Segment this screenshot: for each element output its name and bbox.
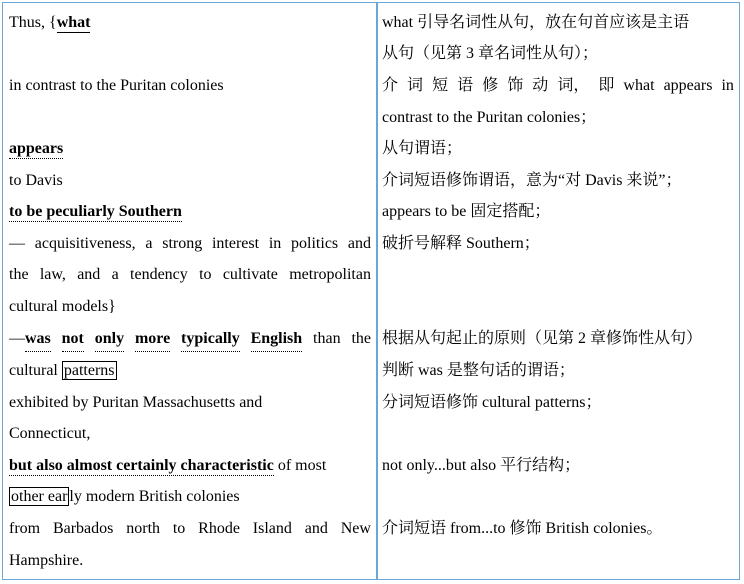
phrase-to-be-peculiarly-southern: to be peculiarly Southern — [9, 203, 182, 220]
right-line-2: 从句（见第 3 章名词性从句）； — [382, 45, 599, 62]
left-line-5 — [9, 201, 182, 223]
left-line-7 — [9, 264, 371, 286]
left-line-1 — [9, 12, 90, 34]
word: cultivate — [222, 266, 278, 283]
left-line-14 — [9, 486, 240, 508]
word: from — [9, 520, 41, 537]
right-line-6: 介词短语修饰谓语，意为“对 Davis 来说”； — [382, 172, 682, 189]
column-divider — [376, 2, 378, 580]
word: and — [347, 235, 371, 252]
left-line-15 — [9, 518, 371, 540]
word: — — [9, 235, 25, 252]
right-line-9: 根据从句起止的原则（见第 2 章修饰性从句） — [382, 330, 703, 347]
right-line-12: not only...but also 平行结构； — [382, 457, 581, 474]
right-line-7: appears to be 固定搭配； — [382, 203, 551, 220]
text-of-most: of most — [277, 457, 327, 474]
char: 介 — [382, 77, 399, 94]
word: English — [251, 328, 303, 352]
right-line-13: 介词短语 from...to 修饰 British colonies。 — [382, 520, 663, 537]
left-line-2: in contrast to the Puritan colonies — [9, 77, 224, 94]
phrase-but-also-characteristic: but also almost certainly characteristic — [9, 457, 274, 474]
left-line-8: cultural models} — [9, 298, 116, 315]
word: to — [199, 266, 212, 283]
word: New — [340, 520, 371, 537]
left-line-16: Hampshire. — [9, 552, 84, 569]
word: typically — [181, 328, 240, 352]
right-line-4: contrast to the Puritan colonies； — [382, 109, 597, 126]
word: interest — [211, 235, 260, 252]
left-line-9 — [9, 328, 371, 352]
word: in — [268, 235, 282, 252]
word: and — [77, 266, 101, 283]
word: in — [721, 77, 734, 94]
right-line-11: 分词短语修饰 cultural patterns； — [382, 394, 602, 411]
char: 词 — [407, 77, 424, 94]
word-cultural: cultural — [9, 362, 58, 379]
char: 词， — [557, 77, 590, 94]
text-prefix: Thus, { — [9, 14, 57, 31]
word: what — [623, 77, 655, 94]
word: north — [126, 520, 161, 537]
left-line-6 — [9, 233, 371, 255]
word: more — [135, 328, 170, 352]
word: appears — [663, 77, 713, 94]
dash: — — [9, 330, 25, 347]
left-line-10 — [9, 360, 117, 382]
left-line-13 — [9, 455, 326, 477]
word: to — [172, 520, 186, 537]
word: metropolitan — [289, 266, 371, 283]
word: the — [351, 330, 371, 347]
word: than — [313, 330, 341, 347]
word: strong — [162, 235, 203, 252]
right-line-10: 判断 was 是整句话的谓语； — [382, 362, 575, 379]
word: a — [145, 235, 153, 252]
left-line-3 — [9, 138, 63, 160]
right-line-1: what 引导名词性从句，放在句首应该是主语 — [382, 14, 690, 31]
word: Rhode — [198, 520, 240, 537]
left-line-11: exhibited by Puritan Massachusetts and — [9, 394, 263, 411]
word: Barbados — [52, 520, 114, 537]
text-rest: ly modern British colonies — [69, 488, 240, 505]
char: 饰 — [507, 77, 524, 94]
word-appears: appears — [9, 140, 64, 157]
right-line-5: 从句谓语； — [382, 140, 463, 157]
char: 语 — [457, 77, 474, 94]
word: acquisitiveness, — [34, 235, 136, 252]
boxed-word-patterns: patterns — [63, 362, 115, 379]
right-line-3 — [382, 75, 734, 97]
word: not — [62, 328, 84, 352]
word: Island — [252, 520, 292, 537]
word: law, — [39, 266, 66, 283]
word: politics — [291, 235, 339, 252]
char: 修 — [482, 77, 499, 94]
left-line-4: to Davis — [9, 172, 63, 189]
char: 即 — [598, 77, 615, 94]
word: only — [95, 328, 124, 352]
word: tendency — [130, 266, 188, 283]
right-line-8: 破折号解释 Southern； — [382, 235, 540, 252]
word-what: what — [56, 14, 91, 31]
word: a — [111, 266, 119, 283]
word-group — [9, 328, 51, 352]
char: 短 — [432, 77, 449, 94]
boxed-text-other-ear: other ear — [11, 488, 68, 505]
word: was — [25, 328, 51, 352]
char: 动 — [532, 77, 549, 94]
word: and — [304, 520, 328, 537]
left-line-12: Connecticut, — [9, 425, 91, 442]
word: the — [9, 266, 29, 283]
